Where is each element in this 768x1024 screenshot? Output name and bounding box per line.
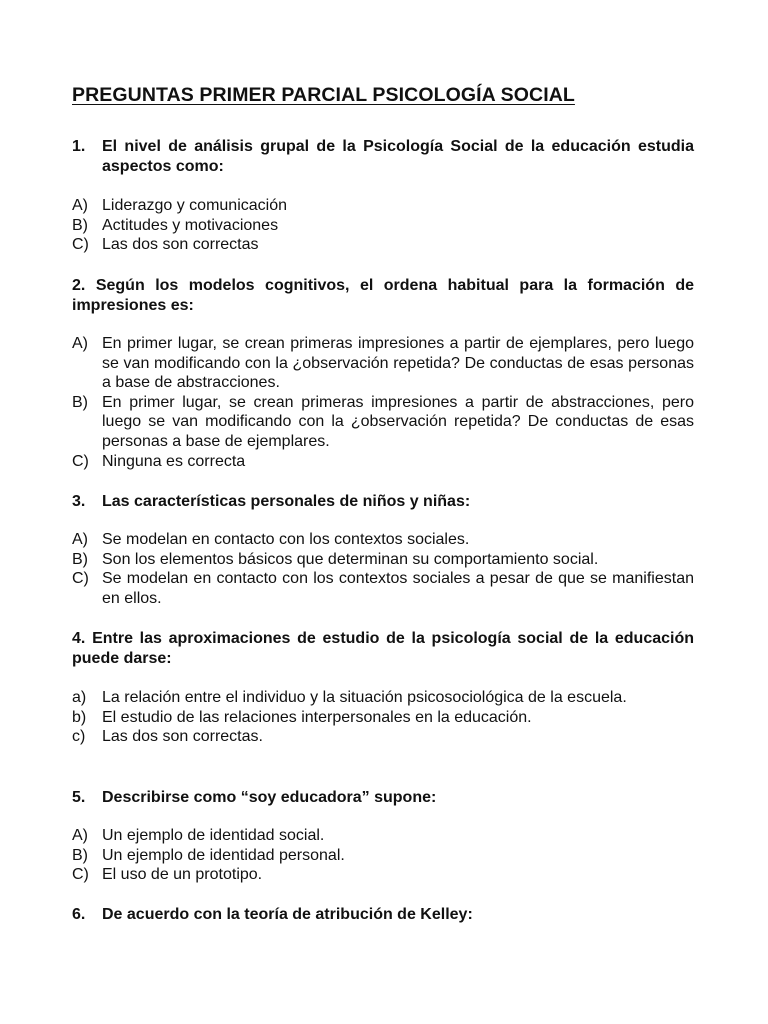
question-3 xyxy=(72,492,694,512)
option-c xyxy=(72,865,694,885)
option-letter: C) xyxy=(72,236,89,254)
question-4 xyxy=(72,629,694,668)
option-letter: B) xyxy=(72,393,88,411)
option-text: En primer lugar, se crean primeras impresiones a partir de abstracciones, pero luego se van modificando con la ¿observación repetida? De conductas de esas personas a base de ejemplares. xyxy=(102,393,694,450)
option-letter: A) xyxy=(72,531,88,548)
question-number: 4. xyxy=(72,630,86,647)
option-letter: C) xyxy=(72,570,89,588)
option-letter: b) xyxy=(72,708,87,726)
option-text: Ninguna es correcta xyxy=(102,452,246,470)
question-number: 2 xyxy=(72,277,81,294)
option-text: Las dos son correctas. xyxy=(102,728,263,746)
question-1 xyxy=(72,137,694,176)
question-5 xyxy=(72,788,694,808)
question-2 xyxy=(72,276,694,315)
option-letter: c) xyxy=(72,728,86,746)
options-list-5 xyxy=(72,826,694,885)
option-letter: A) xyxy=(72,827,88,844)
option-text: Un ejemplo de identidad social. xyxy=(102,827,325,844)
option-text: Un ejemplo de identidad personal. xyxy=(102,846,345,864)
page-title: PREGUNTAS PRIMER PARCIAL PSICOLOGÍA SOCIAL xyxy=(72,84,575,106)
option-a xyxy=(72,196,694,216)
question-text: El nivel de análisis grupal de la Psicología Social de la educación estudia aspectos como: xyxy=(102,138,694,175)
option-c xyxy=(72,569,694,608)
option-text: La relación entre el individuo y la situación psicosociológica de la escuela. xyxy=(102,689,627,706)
option-c xyxy=(72,452,694,472)
option-b xyxy=(72,216,694,236)
option-letter: B) xyxy=(72,216,88,234)
option-letter: A) xyxy=(72,197,88,214)
option-letter: C) xyxy=(72,866,89,884)
question-text: . Según los modelos cognitivos, el ordena habitual para la formación de impresiones es: xyxy=(72,277,694,314)
question-text: De acuerdo con la teoría de atribución de Kelley: xyxy=(102,906,473,923)
option-b xyxy=(72,393,694,452)
option-text: Las dos son correctas xyxy=(102,236,259,254)
option-text: En primer lugar, se crean primeras impresiones a partir de ejemplares, pero luego se van modificando con la ¿observación repetida? De conductas de esas personas a base de abstracciones. xyxy=(102,335,694,392)
question-number: 6. xyxy=(72,906,86,923)
options-list-4 xyxy=(72,688,694,747)
question-number: 1. xyxy=(72,138,86,155)
option-letter: a) xyxy=(72,689,87,706)
options-list-3 xyxy=(72,530,694,608)
option-text: Se modelan en contacto con los contextos sociales a pesar de que se manifiestan en ellos. xyxy=(102,570,694,607)
option-a xyxy=(72,530,694,550)
option-b xyxy=(72,708,694,728)
option-text: El estudio de las relaciones interpersonales en la educación. xyxy=(102,708,532,726)
question-number: 5. xyxy=(72,789,86,806)
option-a xyxy=(72,688,694,708)
option-b xyxy=(72,846,694,866)
option-text: Se modelan en contacto con los contextos sociales. xyxy=(102,531,470,548)
option-c xyxy=(72,727,694,747)
question-text: Entre las aproximaciones de estudio de la psicología social de la educación puede darse: xyxy=(72,630,695,667)
option-text: Son los elementos básicos que determinan su comportamiento social. xyxy=(102,550,599,568)
option-letter: B) xyxy=(72,846,88,864)
options-list-1 xyxy=(72,196,694,255)
option-a xyxy=(72,826,694,846)
option-letter: B) xyxy=(72,550,88,568)
question-text: Describirse como “soy educadora” supone: xyxy=(102,789,437,806)
question-number: 3. xyxy=(72,493,86,510)
question-text: Las características personales de niños y niñas: xyxy=(102,493,471,510)
option-letter: C) xyxy=(72,452,89,470)
option-b xyxy=(72,550,694,570)
option-text: El uso de un prototipo. xyxy=(102,866,263,884)
option-letter: A) xyxy=(72,335,88,352)
options-list-2 xyxy=(72,334,694,471)
option-a xyxy=(72,334,694,393)
option-text: Actitudes y motivaciones xyxy=(102,216,279,234)
option-text: Liderazgo y comunicación xyxy=(102,197,287,214)
option-c xyxy=(72,235,694,255)
question-6 xyxy=(72,905,694,925)
